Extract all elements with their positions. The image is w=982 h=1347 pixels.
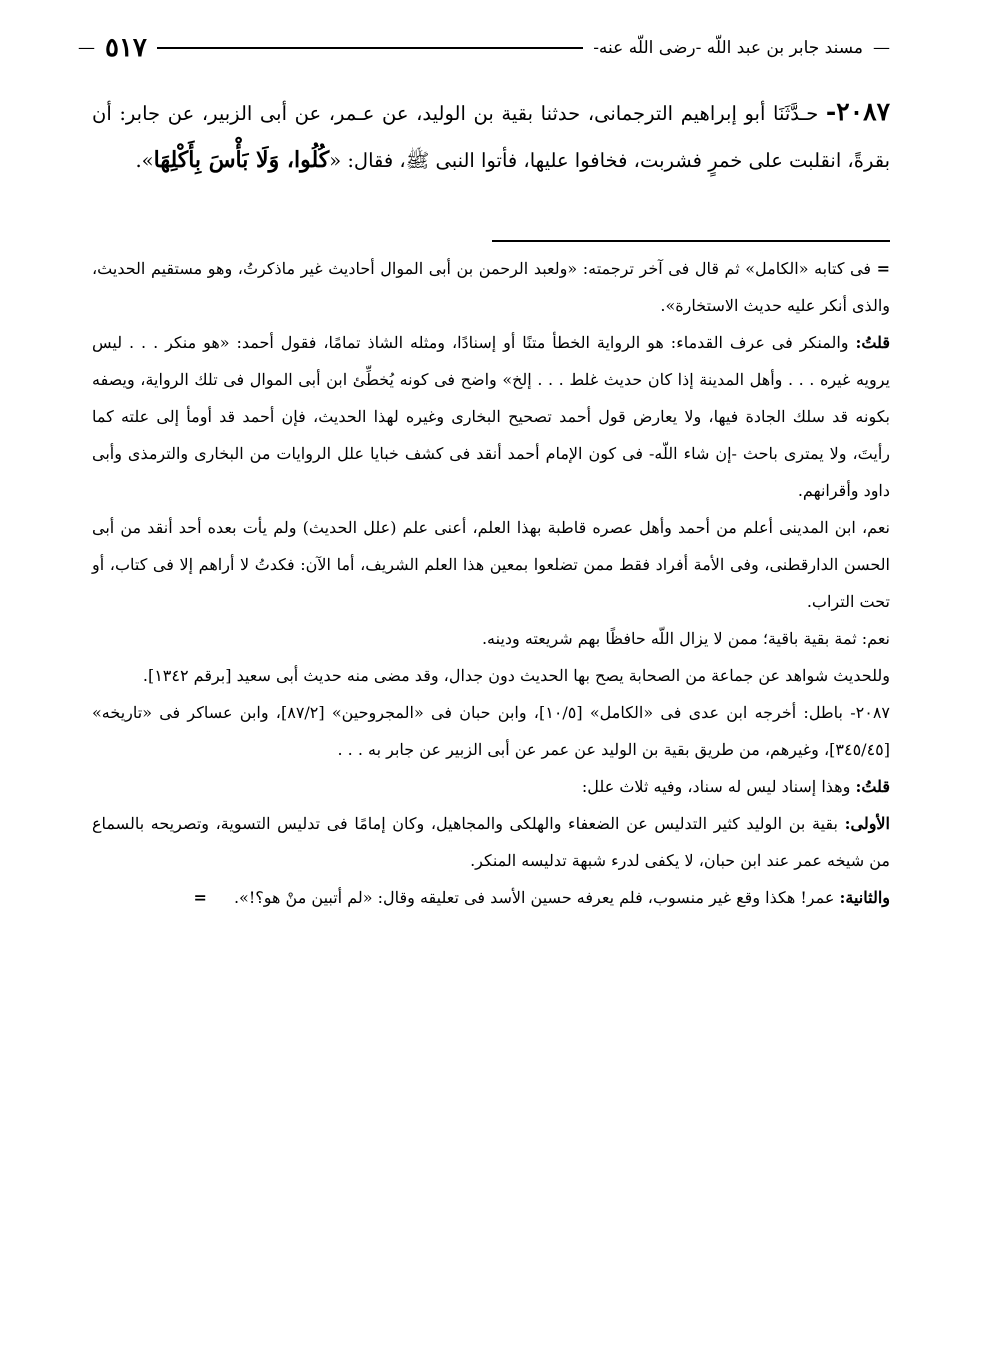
- footnotes: [92, 250, 890, 916]
- note-label: والثانية:: [839, 888, 890, 907]
- note-label: قلتُ:: [855, 333, 890, 352]
- note-p7: وهذا إسناد ليس له سناد، وفيه ثلاث علل:: [581, 777, 851, 796]
- note-paragraph: [92, 324, 890, 509]
- footnote-separator: [492, 240, 890, 242]
- header-dash-left: —: [78, 38, 95, 58]
- header-title: مسند جابر بن عبد اللّه -رضى اللّه عنه-: [593, 38, 863, 58]
- header-dash-right: —: [873, 38, 890, 58]
- continuation-marker: =: [193, 888, 207, 907]
- note-p6: باطل: أخرجه ابن عدى فى «الكامل» [١٠/٥]، وابن حبان فى «المجروحين» [٨٧/٢]، وابن عساكر فى «تاريخه» [٣٤٥/٤٥]، وغيرهم، من طريق بقية بن الوليد عن عمر عن أبى الزبير عن جابر به . . .: [92, 703, 890, 759]
- header-rule: [157, 47, 583, 49]
- note-paragraph: [92, 879, 890, 916]
- note-paragraph: [92, 768, 890, 805]
- hadith-body: حـدَّثَنَا أبو إبراهيم الترجمانى، حدثنا بقية بن الوليد، عن عـمر، عن أبى الزبير، عن جابر: أن بقرةً، انقلبت على خمرٍ فشربت، فخافوا عليها، فأتوا النبى ﷺ، فقال: «: [92, 102, 890, 172]
- note-p1: فى كتابه «الكامل» ثم قال فى آخر ترجمته: «ولعبد الرحمن بن أبى الموال أحاديث غير ماذكرتُ، وهو مستقيم الحديث، والذى أنكر عليه حديث الاستخارة».: [92, 259, 890, 315]
- note-paragraph: [92, 805, 890, 879]
- page-number: ٥١٧: [105, 33, 147, 63]
- continuation-marker: =: [876, 259, 890, 278]
- hadith-ending: ».: [135, 149, 154, 172]
- note-p3: نعم، ابن المدينى أعلم من أحمد وأهل عصره قاطبة بهذا العلم، أعنى علم (علل الحديث) ولم يأت بعده أحد أنقد من أبى الحسن الدارقطنى، وفى الأمة أفراد فقط ممن تضلعوا بمعين هذا العلم الشريف، أما الآن: فكدتُ لا أراهم إلا فى كتاب، أو تحت التراب.: [92, 518, 890, 611]
- note-p2: والمنكر فى عرف القدماء: هو الرواية الخطأ متنًا أو إسنادًا، ومثله الشاذ تمامًا، فقول أحمد: «هو منكر . . . ليس يرويه غيره . . . وأهل المدينة إذا كان حديث غلط . . . إلخ» واضح فى كونه يُخطِّئ ابن أبى الموال فى تلك الرواية، ويصفه بكونه قد سلك الجادة فيها، ولا يعارض قول أحمد تصحيح البخارى وغيره لهذا الحديث، فإن أحمد قد أومأ إلى علته كما رأيتَ، ولا يمترى باحث -إن شاء اللّه- فى كون الإمام أحمد أنقد فى كشف خبايا علل الروايات من البخارى والترمذى وأبى داود وأقرانهم.: [92, 333, 890, 500]
- note-continuation: [92, 250, 890, 324]
- note-p8: بقية بن الوليد كثير التدليس عن الضعفاء والهلكى والمجاهيل، وكان إمامًا فى تدليس التسوية، وتصريحه بالسماع من شيخه عمر عند ابن حبان، لا يكفى لدرء شبهة تدليسه المنكر.: [92, 814, 890, 870]
- prophet-words: كُلُوا، وَلَا بَأْسَ بِأَكْلِهَا: [153, 147, 330, 173]
- hadith-text: [92, 88, 890, 184]
- hadith-number: ٢٠٨٧-: [825, 97, 890, 126]
- note-p4: نعم: ثمة بقية باقية؛ ممن لا يزال اللّه حافظًا بهم شريعته ودينه.: [481, 629, 890, 648]
- note-paragraph: [92, 694, 890, 768]
- note-paragraph: [92, 620, 890, 657]
- running-header: [78, 32, 890, 64]
- note-label: الأولى:: [844, 814, 890, 833]
- note-paragraph: [92, 657, 890, 694]
- note-number: ٢٠٨٧-: [850, 703, 891, 722]
- note-label: قلتُ:: [855, 777, 890, 796]
- note-p5: وللحديث شواهد عن جماعة من الصحابة يصح بها الحديث دون جدال، وقد مضى منه حديث أبى سعيد [برقم ١٣٤٢].: [142, 666, 890, 685]
- note-paragraph: [92, 509, 890, 620]
- note-p9: عمر! هكذا وقع غير منسوب، فلم يعرفه حسين الأسد فى تعليقه وقال: «لم أتبين منْ هو؟!».: [233, 888, 835, 907]
